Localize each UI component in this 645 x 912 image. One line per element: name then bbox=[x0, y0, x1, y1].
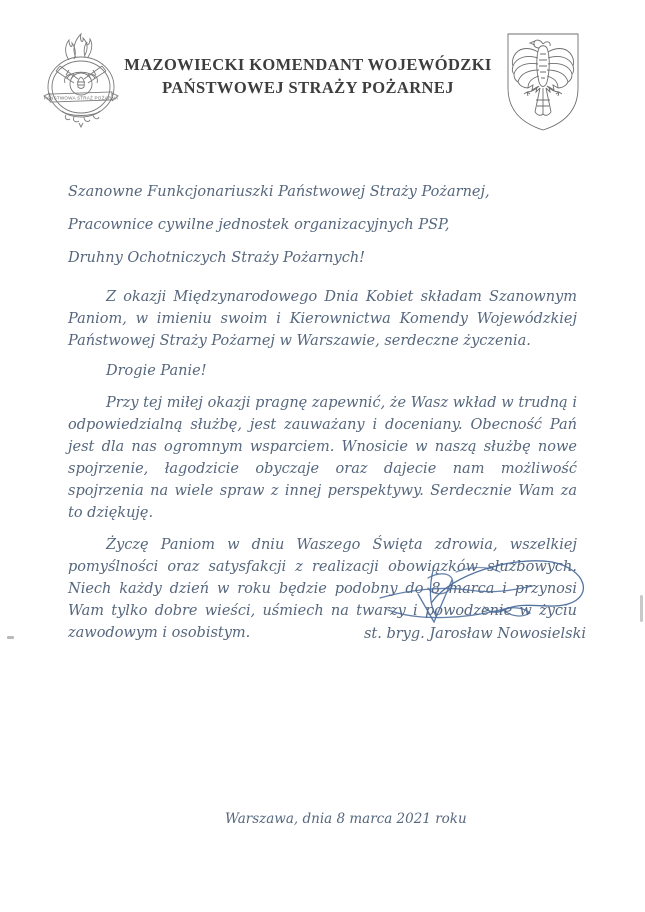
svg-text:PAŃSTWOWA STRAŻ POŻARNA: PAŃSTWOWA STRAŻ POŻARNA bbox=[43, 95, 119, 101]
salutation-line-2: Pracownice cywilne jednostek organizacyjnych PSP, bbox=[68, 217, 450, 233]
salutation-block bbox=[68, 176, 577, 275]
address-line: Drogie Panie! bbox=[106, 363, 207, 379]
letterhead-title-line1: MAZOWIECKI KOMENDANT WOJEWÓDZKI bbox=[124, 55, 492, 74]
scan-artifact-right-edge bbox=[640, 595, 643, 622]
paragraph-wishes: Życzę Paniom w dniu Waszego Święta zdrowia, wszelkiej pomyślności oraz satysfakcji z realizacji obowiązków służbowych. Niech każdy dzień w roku będzie podobny do 8 marca i przynosi Wam tylko dobre wieści, uśmiech na twarzy i powodzenie w życiu zawodowym i osobistym. bbox=[68, 537, 577, 641]
place-date-line: Warszawa, dnia 8 marca 2021 roku bbox=[225, 811, 467, 827]
paragraph-appreciation: Przy tej miłej okazji pragnę zapewnić, że Wasz wkład w trudną i odpowiedzialną służbę, jest zauważany i doceniany. Obecność Pań jest dla nas ogromnym wsparciem. Wnosicie w naszą służbę nowe spojrzenie, łagodzicie obyczaje oraz dajecie nam możliwość spojrzenia na wiele spraw z innej perspektywy. Serdecznie Wam za to dziękuję. bbox=[68, 395, 577, 521]
salutation-line-1: Szanowne Funkcjonariuszki Państwowej Straży Pożarnej, bbox=[68, 184, 490, 200]
letterhead-title bbox=[108, 53, 508, 99]
mazovia-coat-of-arms-icon bbox=[502, 30, 584, 134]
handwritten-signature bbox=[372, 552, 594, 630]
paragraph-occasion: Z okazji Międzynarodowego Dnia Kobiet składam Szanownym Paniom, w imieniu swoim i Kierownictwa Komendy Wojewódzkiej Państwowej Straży Pożarnej w Warszawie, serdeczne życzenia. bbox=[68, 289, 577, 349]
signature-name: st. bryg. Jarosław Nowosielski bbox=[363, 626, 587, 642]
letterhead-title-line2: PAŃSTWOWEJ STRAŻY POŻARNEJ bbox=[162, 78, 454, 97]
scan-artifact-left-edge bbox=[7, 636, 14, 639]
salutation-line-3: Druhny Ochotniczych Straży Pożarnych! bbox=[68, 250, 365, 266]
